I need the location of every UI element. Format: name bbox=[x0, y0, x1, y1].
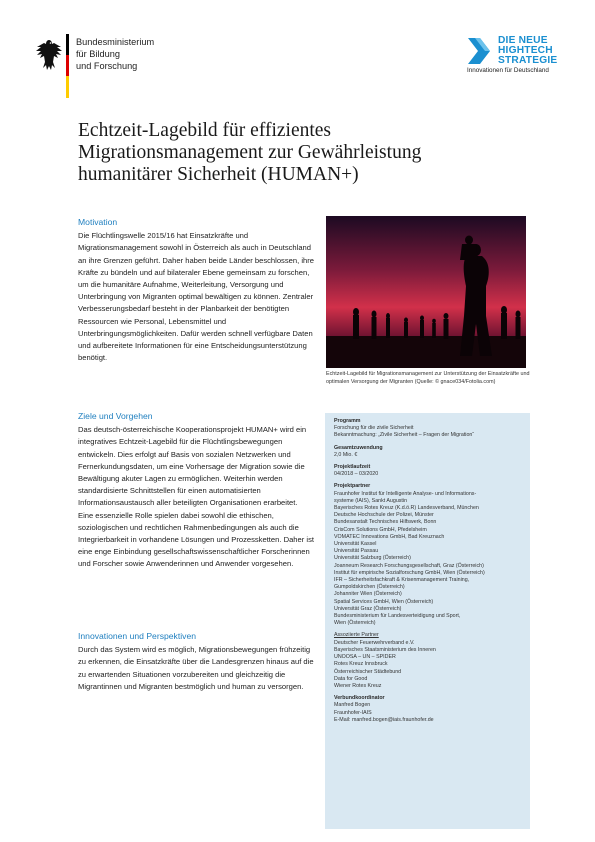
motivation-section bbox=[78, 216, 314, 364]
laufzeit-value: 04/2018 – 03/2020 bbox=[334, 471, 379, 478]
ministry-line: und Forschung bbox=[76, 61, 138, 71]
hightech-line: HIGHTECH bbox=[498, 45, 553, 56]
info-box bbox=[325, 413, 530, 829]
partner-item: CrisCom Solutions GmbH, Pfedelsheim bbox=[334, 526, 427, 533]
verbund-heading: Verbundkoordinator bbox=[334, 695, 385, 702]
assoz-list bbox=[334, 640, 526, 690]
partner-item: Deutsche Hochschule der Polizei, Münster bbox=[334, 512, 434, 519]
partner-heading: Projektpartner bbox=[334, 483, 371, 490]
assoz-item: Wiener Rotes Kreuz bbox=[334, 682, 382, 689]
partner-item: Wien (Österreich) bbox=[334, 620, 376, 627]
ziele-text: Das deutsch-österreichische Kooperationsprojekt HUMAN+ wird ein integratives Echtzeit-Lagebild für die Flüchtlingsbewegungen entwickeln. Dies erfolgt auf Basis von sozialen Netzwerken und Fernerkundungsdaten, um eine Vorhersage der Migration sowie die Bewältigung akuter Lagen zu ermöglichen. Weiterhin werden standardisierte Schnittstellen für einen automatisierten Informationsaustausch aller beteiligten Organisationen erarbeitet. Eine essenzielle Rolle spielen dabei sowohl die ethischen, soziologischen und rechtlichen Rahmenbedingungen als auch die Integrierbarkeit in vorhandene Lösungen und Prozessketten. Daher ist eine enge Einbindung gesellschaftswissenschaftlicher Forscherinnen und Forscher sowie Anwenderinnen und Anwender vorgesehen. bbox=[78, 425, 314, 569]
ziele-heading: Ziele und Vorgehen bbox=[78, 411, 153, 421]
assoz-heading: Assoziierte Partner bbox=[334, 632, 379, 639]
verbund-line: Manfred Bogen bbox=[334, 702, 371, 709]
federal-eagle-icon bbox=[34, 36, 64, 74]
partner-item: Gumpoldskirchen (Österreich) bbox=[334, 584, 405, 591]
partner-item: Bundesanstalt Technisches Hilfswerk, Bonn bbox=[334, 519, 437, 526]
partner-item: Universität Salzburg (Österreich) bbox=[334, 555, 411, 562]
partner-item: Spatial Services GmbH, Wien (Österreich) bbox=[334, 598, 434, 605]
migrants-sunset-photo bbox=[326, 216, 526, 368]
partner-item: Johanniter Wien (Österreich) bbox=[334, 591, 402, 598]
ministry-line: Bundesministerium bbox=[76, 37, 155, 47]
laufzeit-heading: Projektlaufzeit bbox=[334, 464, 371, 471]
flag-bar bbox=[66, 34, 69, 98]
innovationen-heading: Innovationen und Perspektiven bbox=[78, 631, 197, 641]
verbund-line: Fraunhofer-IAIS bbox=[334, 709, 372, 716]
assoz-item: UNOOSA – UN – SPIDER bbox=[334, 654, 396, 661]
ziele-section bbox=[78, 410, 314, 571]
partner-item: IFR – Sicherheitsfachkraft & Krisenmanagement Training, bbox=[334, 577, 470, 584]
partner-item: VOMATEC Innovations GmbH, Bad Kreuznach bbox=[334, 533, 445, 540]
assoz-item: Rotes Kreuz Innsbruck bbox=[334, 661, 388, 668]
assoz-item: Data for Good bbox=[334, 675, 368, 682]
partner-item: Institut für empirische Sozialforschung GmbH, Wien (Österreich) bbox=[334, 569, 485, 576]
foerder-value: 2,0 Mio. € bbox=[334, 451, 358, 458]
partner-item: Universität Passau bbox=[334, 548, 379, 555]
hightech-line: STRATEGIE bbox=[498, 55, 558, 66]
partner-item: Universität Graz (Österreich) bbox=[334, 605, 402, 612]
partner-item: Fraunhofer Institut für Intelligente Analyse- und Informations- bbox=[334, 490, 477, 497]
page-title: Echtzeit-Lagebild für effizientes Migrationsmanagement zur Gewährleistung humanitärer Sicherheit (HUMAN+) bbox=[78, 120, 422, 185]
partner-item: Joanneum Research Forschungsgesellschaft, Graz (Österreich) bbox=[334, 562, 484, 569]
partner-item: Universität Kassel bbox=[334, 541, 377, 548]
hightech-subtitle: Innovationen für Deutschland bbox=[467, 67, 549, 74]
partner-list bbox=[334, 491, 526, 628]
hightech-title bbox=[498, 36, 557, 66]
hightech-chevron-icon bbox=[466, 36, 496, 66]
assoz-item: Bayerisches Staatsministerium des Inneren bbox=[334, 646, 436, 653]
programm-line: Bekanntmachung: „Zivile Sicherheit – Fragen der Migration“ bbox=[334, 432, 475, 439]
assoz-item: Österreichischer Städtebund bbox=[334, 668, 402, 675]
ministry-name bbox=[76, 36, 154, 72]
partner-item: Bayerisches Rotes Kreuz (K.d.ö.R) Landesverband, München bbox=[334, 505, 479, 512]
hightech-line: DIE NEUE bbox=[498, 35, 548, 46]
partner-item: Bundesministerium für Landesverteidigung und Sport, bbox=[334, 613, 461, 620]
motivation-text: Die Flüchtlingswelle 2015/16 hat Einsatzkräfte und Migrationsmanagement sowohl in Österreich als auch in Deutschland an ihre Grenzen geführt. Daher haben beide Länder beschlossen, ihre Kräfte zu bündeln und auf bilateraler Ebene gemeinsam zu forschen, um die humanitäre Aufnahme, Weiterleitung, Versorgung und Unterbringung von Migranten optimal bewältigen zu können. Zentraler Verbesserungsbedarf besteht in der Planbarkeit der benötigten Ressourcen wie Personal, Lebensmittel und Unterbringungsmöglichkeiten. Dafür werden schnell verfügbare Daten und aufbereitete Informationen für eine Entscheidungsunterstützung benötigt. bbox=[78, 231, 314, 363]
verbund-email[interactable]: E-Mail: manfred.bogen@iais.fraunhofer.de bbox=[334, 716, 434, 723]
innovationen-text: Durch das System wird es möglich, Migrationsbewegungen frühzeitig zu erkennen, die Einsatzkräfte über die Landesgrenzen hinaus auf die zu erwartenden Situationen vorzubereiten und gleichzeitig die Migrantinnen und Migranten bestmöglich und human zu versorgen. bbox=[78, 645, 314, 691]
programm-line: Forschung für die zivile Sicherheit bbox=[334, 425, 414, 432]
programm-heading: Programm bbox=[334, 418, 361, 424]
motivation-heading: Motivation bbox=[78, 217, 118, 227]
partner-item: systeme (IAIS), Sankt Augustin bbox=[334, 497, 408, 504]
ministry-line: für Bildung bbox=[76, 49, 120, 59]
foerder-heading: Gesamtzuwendung bbox=[334, 444, 383, 451]
assoz-item: Deutscher Feuerwehrverband e.V. bbox=[334, 639, 415, 646]
photo-caption: Echtzeit-Lagebild für Migrationsmanagement zur Unterstützung der Einsatzkräfte und optimalen Versorgung der Migranten (Quelle: © gnace034/Fotolia.com) bbox=[326, 371, 530, 386]
innovationen-section bbox=[78, 630, 314, 693]
